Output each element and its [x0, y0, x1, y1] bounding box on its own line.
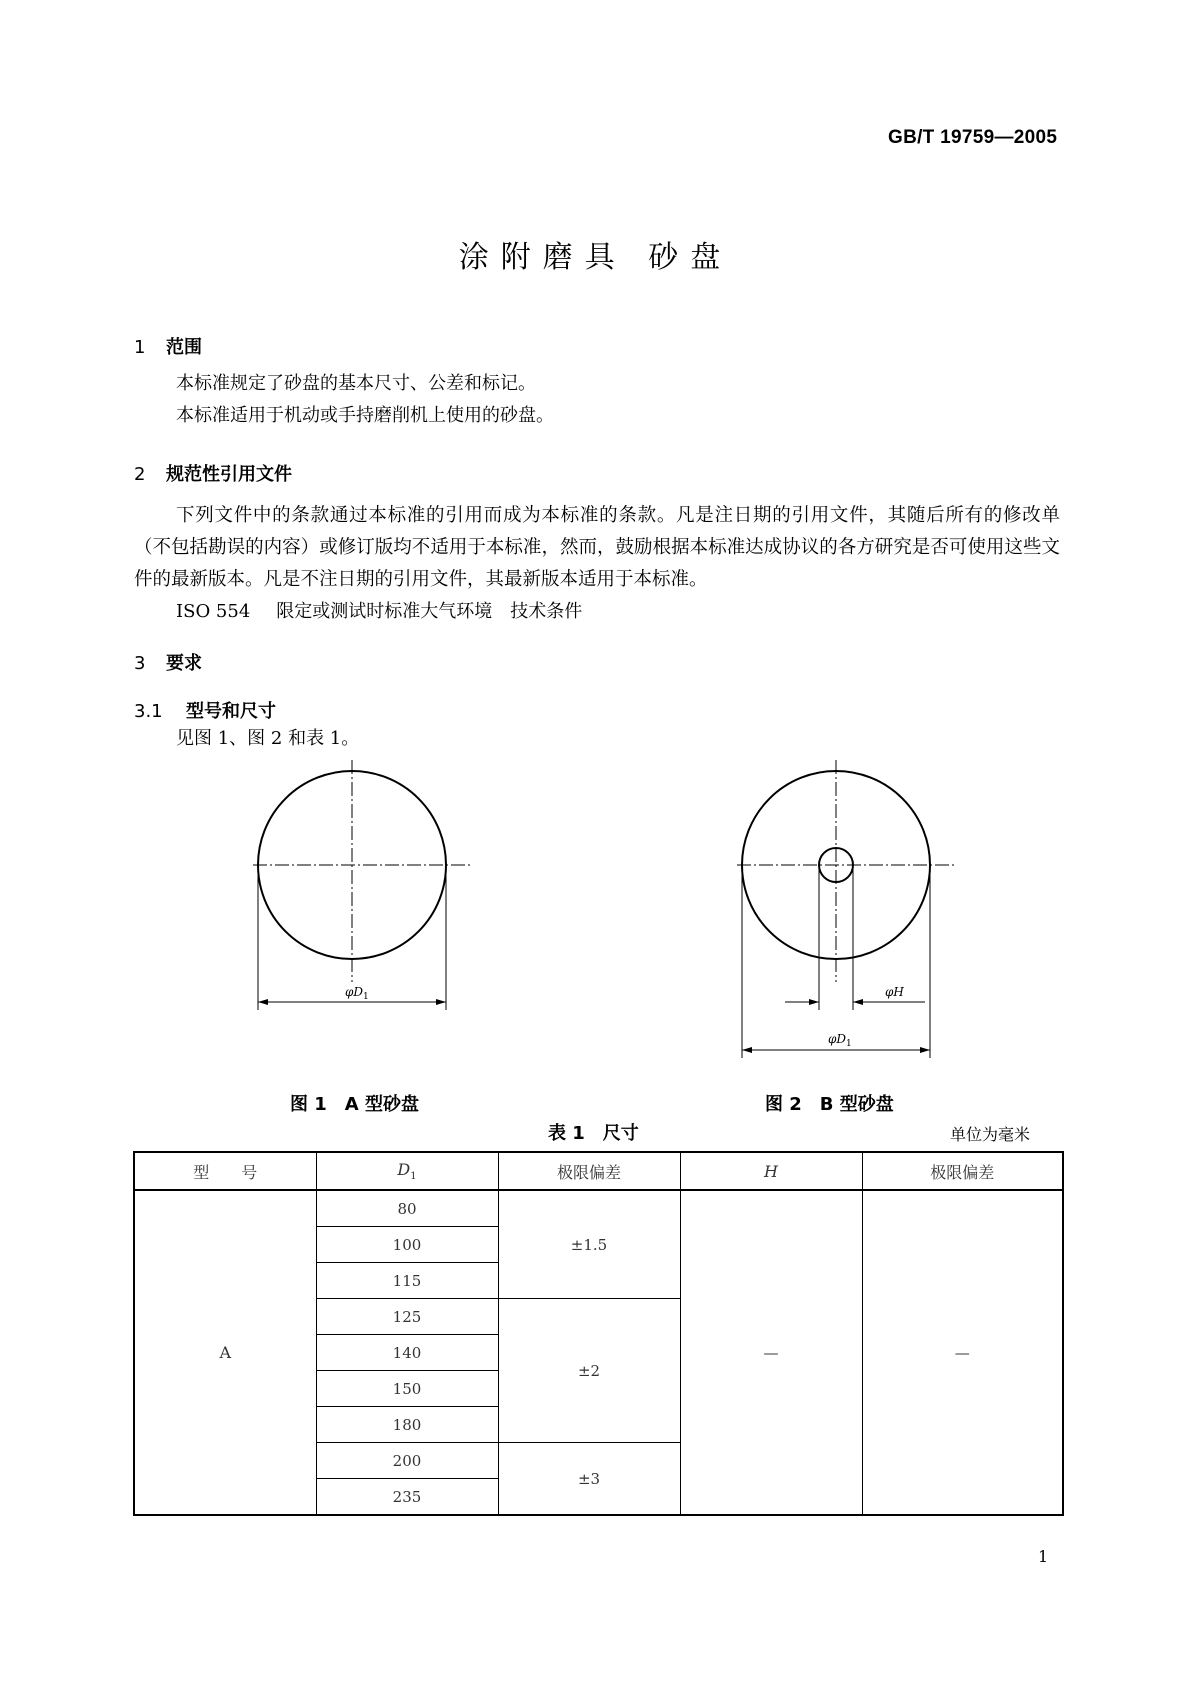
document-title: 涂附磨具 砂盘 — [458, 240, 733, 275]
cell-tolerance: ±3 — [498, 1443, 680, 1516]
header-d1 — [316, 1152, 498, 1190]
figure-1-caption: 图 1 A 型砂盘 — [290, 1094, 419, 1115]
d-subscript: 1 — [846, 1039, 852, 1049]
cell-d1: 125 — [316, 1299, 498, 1335]
section-3-heading — [134, 649, 202, 675]
section-3-1-title: 型号和尺寸 — [186, 701, 276, 722]
section-1-heading — [134, 333, 202, 359]
cell-d1: 80 — [316, 1190, 498, 1227]
dimension-label-d1 — [345, 985, 369, 1002]
header-h: H — [680, 1152, 862, 1190]
standard-number: GB/T 19759—2005 — [888, 127, 1058, 148]
cell-d1: 180 — [316, 1407, 498, 1443]
section-3-number: 3 — [134, 653, 146, 674]
table-caption: 表 1 尺寸 — [548, 1123, 639, 1144]
arrow-left — [742, 1047, 752, 1053]
arrow-left — [258, 999, 268, 1005]
figure-1-drawing — [250, 760, 480, 1020]
section-3-title: 要求 — [166, 653, 202, 674]
d-letter: D — [353, 985, 364, 999]
cell-type: A — [134, 1190, 316, 1515]
arrow-right — [436, 999, 446, 1005]
reference-code: ISO 554 — [176, 601, 251, 622]
cell-d1: 140 — [316, 1335, 498, 1371]
phi-symbol: φ — [828, 1032, 837, 1046]
h-letter: H — [893, 985, 904, 999]
section-2-title: 规范性引用文件 — [166, 464, 292, 485]
header-d1-subscript: 1 — [410, 1171, 417, 1183]
cell-d1: 115 — [316, 1263, 498, 1299]
table-row — [134, 1190, 1063, 1227]
hole-arrow-right — [853, 999, 863, 1005]
section-1-line-2: 本标准适用于机动或手持磨削机上使用的砂盘。 — [176, 405, 554, 426]
cell-h: — — [680, 1190, 862, 1515]
dimension-label-h — [885, 985, 904, 999]
section-3-1-heading — [134, 697, 276, 723]
figure-2-drawing — [735, 760, 965, 1060]
cell-d1: 150 — [316, 1371, 498, 1407]
section-3-1-number: 3.1 — [134, 701, 163, 722]
section-1-line-1: 本标准规定了砂盘的基本尺寸、公差和标记。 — [176, 373, 536, 394]
section-2-heading — [134, 460, 292, 486]
section-1-title: 范围 — [166, 337, 202, 358]
header-tolerance-h: 极限偏差 — [862, 1152, 1063, 1190]
header-d1-letter: D — [397, 1159, 411, 1179]
dimension-label-d1 — [828, 1032, 852, 1049]
cell-tolerance: ±2 — [498, 1299, 680, 1443]
section-1-number: 1 — [134, 337, 146, 358]
arrow-right — [920, 1047, 930, 1053]
header-tolerance-d1: 极限偏差 — [498, 1152, 680, 1190]
page-number: 1 — [1038, 1547, 1049, 1566]
phi-symbol: φ — [345, 985, 354, 999]
cell-h-tolerance: — — [862, 1190, 1063, 1515]
phi-symbol: φ — [885, 985, 894, 999]
cell-d1: 200 — [316, 1443, 498, 1479]
d-subscript: 1 — [363, 992, 369, 1002]
cell-d1: 100 — [316, 1227, 498, 1263]
table-header-row — [134, 1152, 1063, 1190]
figure-2-caption: 图 2 B 型砂盘 — [765, 1094, 894, 1115]
cell-tolerance: ±1.5 — [498, 1190, 680, 1299]
section-3-1-text: 见图 1、图 2 和表 1。 — [176, 728, 360, 749]
cell-d1: 235 — [316, 1479, 498, 1516]
normative-reference — [176, 596, 582, 628]
table-unit: 单位为毫米 — [950, 1125, 1031, 1144]
d-letter: D — [836, 1032, 847, 1046]
dimensions-table — [133, 1151, 1064, 1516]
hole-arrow-left — [809, 999, 819, 1005]
header-type: 型 号 — [134, 1152, 316, 1190]
reference-title: 限定或测试时标准大气环境 技术条件 — [276, 601, 583, 622]
section-2-paragraph: 下列文件中的条款通过本标准的引用而成为本标准的条款。凡是注日期的引用文件，其随后所有的修改单（不包括勘误的内容）或修订版均不适用于本标准，然而，鼓励根据本标准达成协议的各方研究是否可使用这些文件的最新版本。凡是不注日期的引用文件，其最新版本适用于本标准。 — [134, 505, 1060, 590]
section-2-number: 2 — [134, 464, 146, 485]
